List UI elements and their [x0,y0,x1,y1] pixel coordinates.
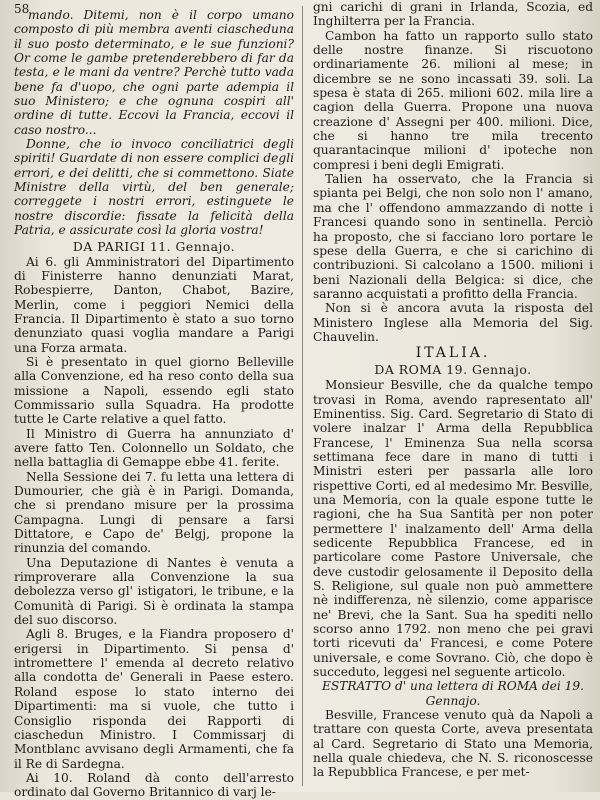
article-paragraph: Besville, Francese venuto quà da Napoli a trattare con questa Corte, aveva presentata al Card. Segretario di Stato una Memoria, nella quale chiedeva, che N. S. riconoscesse la Repubblica Francese, e per met- [313,708,593,780]
article-paragraph: Ai 10. Roland dà conto dell'arresto ordinato dal Governo Britannico di varj le- [14,770,294,800]
page-number: 58 [14,2,30,16]
article-paragraph: Cambon ha fatto un rapporto sullo stato delle nostre finanze. Si riscuotono ordinariamente 26. milioni al mese; in dicembre se ne sono incassati 39. soli. La spesa è stata di 265. milioni 602. mila lire a cagion della Guerra. Propone una nuova creazione d' Assegni per 400. milioni. Dice, che si hanno tre mila trecento quarantacinque milioni d' ipoteche non compresi i beni degli Emigrati. [313,28,593,172]
speech-paragraph-2: Donne, che io invoco conciliatrici degli spiriti! Guardate di non essere complici degli errori, e dei delitti, che si commettono. Siate Ministre della virtù, del ben generale; correggete i nostri errori, estinguete le nostre discordie: fissate la felicità della Patria, e assicurate così la gloria vostra! [14,137,294,238]
article-paragraph: Il Ministro di Guerra ha annunziato d' avere fatto Ten. Colonnello un Soldato, che nella battaglia di Gemappe ebbe 41. ferite. [14,426,294,470]
article-paragraph: Non si è ancora avuta la risposta del Ministero Inglese alla Memoria del Sig. Chauvelin. [313,301,593,344]
speech-paragraph-1: mando. Ditemi, non è il corpo umano composto di più membra aventi ciascheduna il suo posto determinato, e le sue funzioni? Or come le gambe pretenderebbero di far da testa, e le mani da ventre? Perchè tutto vada bene fa d'uopo, che ogni parte adempia il suo Ministero; e che ognuna cospiri all' ordine di tutte. Eccovi la Francia, eccovi il caso nostro... [14,8,294,137]
paris-dateline: DA PARIGI 11. Gennajo. [72,238,236,254]
column-divider [302,6,303,786]
article-paragraph: Una Deputazione di Nantes è venuta a rimproverare alla Convenzione la sua debolezza verso gl' istigatori, le tribune, e la Comunità di Parigi. Si è ordinata la stampa del suo discorso. [14,555,294,628]
extract-heading: ESTRATTO d' una lettera di ROMA dei 19. Gennajo. [321,679,585,708]
article-paragraph: Agli 8. Bruges, e la Fiandra proposero d' erigersi in Dipartimento. Si pensa d' intromettere l' emenda al decreto relativo alla condotta de' Generali in Paese estero. Roland espose lo stato interno dei Dipartimenti: ma si vuole, che tutto i Consiglio risponda dei Rapporti di ciaschedun Ministro. I Commissarj di Montblanc avvisano degli Armamenti, che fa il Re di Sardegna. [14,627,294,771]
left-column [14,8,294,800]
article-paragraph: gni carichi di grani in Irlanda, Scozia, ed Inghilterra per la Francia. [313,0,593,29]
article-paragraph: Nella Sessione dei 7. fu letta una lettera di Dumourier, che già è in Parigi. Domanda, che si prendano misure per la prossima Campagna. Lungi di pensare a farsi Dittatore, e Capo de' Belgj, propone la rinunzia del comando. [14,469,294,556]
article-paragraph: Talien ha osservato, che la Francia si spianta pei Belgi, che non solo non l' amano, ma che l' offendono ammazzando di notte i Francesi quando sono in sentinella. Perciò ha proposto, che si facciano loro portare le spese della Guerra, e che si carichino di contribuzioni. Si calcolano a 1500. milioni i beni Nazionali della Belgica: si dice, che saranno acquistati a profitto della Francia. [313,172,593,301]
article-paragraph: Ai 6. gli Amministratori del Dipartimento di Finisterre hanno denunziati Marat, Robespierre, Danton, Chabot, Bazire, Merlin, come i peggiori Nemici della Francia. Il Dipartimento è stato a suo torno denunziato quasi voglia mandare a Parigi una Forza armata. [14,254,294,355]
section-title: ITALIA. [415,345,491,362]
rome-dateline: DA ROMA 19. Gennajo. [374,362,532,378]
article-paragraph: Si è presentato in quel giorno Belleville alla Convenzione, ed ha reso conto della sua missione a Napoli, essendo egli stato Commissario sulla Squadra. Ha prodotte tutte le Carte relative a quel fatto. [14,354,294,427]
right-column [313,0,593,780]
article-paragraph: Monsieur Besville, che da qualche tempo trovasi in Roma, avendo rapresentato all' Eminentiss. Sig. Card. Segretario di Stato di volere inalzar l' Arma della Repubblica Francese, l' Eminenza Sua nella scorsa settimana fece dare in mano di tutti i Ministri esteri per passarla alle loro rispettive Corti, ed al medesimo Mr. Besville, una Memoria, con la quale espone tutte le ragioni, che ha Sua Santità per non poter permettere l' inalzamento dell' Arma della sedicente Repubblica Francese, ed in particolare come Pastore Universale, che deve custodir gelosamente il Deposito della S. Religione, sul quale non può ammettere nè indifferenza, nè silenzio, come apparisce ne' Brevi, che la Sant. Sua ha spediti nello scorso anno 1792. non meno che pei gravi torti ricevuti da' Francesi, e come Potere universale, e come Sovrano. Ciò, che dopo è succeduto, leggesi nel seguente articolo. [313,378,593,680]
